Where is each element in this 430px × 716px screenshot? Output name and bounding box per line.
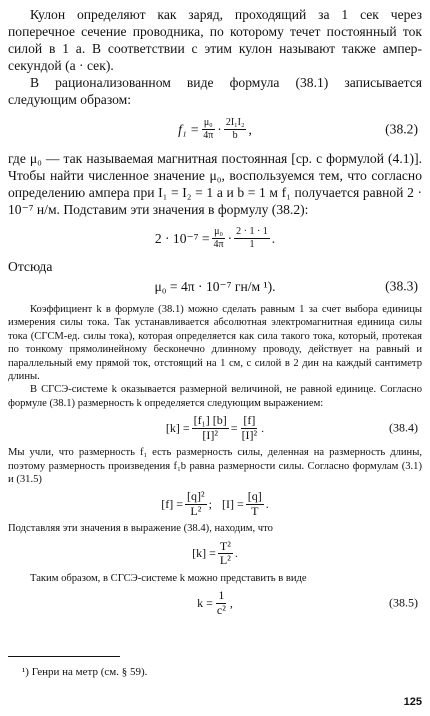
footnote: ¹) Генри на метр (см. § 59). (22, 666, 148, 678)
paragraph-rationalized: В рационализованном виде формула (38.1) записывается следующим образом: (8, 75, 422, 107)
paragraph-coefficient-k: Коэффициент k в формуле (38.1) можно сделать равным 1 за счет выбора единицы измерения силы тока. Так устанавливается абсолютная электромагнитная единица силы тока (СГСМ-ед. силы тока), которая определяется как сила такого тока, который, протекая по тонкому прямолинейному бесконечно длинному проводу, действует на равный и параллельный ему прямой ток, отстоящий на 1 см, с силой в 2 дин на каждый сантиметр длины. (8, 304, 422, 383)
fraction-2i1i2-b: $\frac{\text{2I₁I₂}}{b}$ (225, 117, 245, 141)
equation-k-dimension: [k] = $\frac{\text{T²}}{\text{L²}}$ . (192, 538, 238, 568)
equation-38-5: k = $\frac{1}{\text{c²}}$ , (38.5) (197, 587, 418, 617)
equation-number: (38.2) (385, 121, 418, 137)
equation-substitution: 2 · 10⁻⁷ = $\frac{\text{μ₀}}{4\pi}$ · $\frac{2 \cdot 1 \cdot 1}{1}$ . (154, 226, 276, 250)
page-number: 125 (403, 696, 422, 708)
equation-38-4: [k] = $\frac{\text{[f₁] [b]}}{\text{[I]²}}$ = $\frac{[f]}{\text{[I]²}}$ . (38.4) (165, 412, 418, 442)
paragraph-substituting: Подставляя эти значения в выражение (38.4), находим, что (8, 523, 273, 535)
paragraph-hence: Отсюда (8, 259, 53, 274)
equation-number: (38.5) (389, 595, 418, 610)
equation-dimensions: [f] = $\frac{\text{[q]²}}{\text{L²}}$ ; [I] = $\frac{[q]}{T}$ . (161, 489, 269, 518)
paragraph-thus: Таким образом, в СГСЭ-системе k можно представить в виде (30, 572, 307, 584)
paragraph-dimension-note: Мы учли, что размерность f₁ есть размерность силы, деленная на размерность длины, поэтому размерность произведения f₁b равна размерности силы. Согласно формулам (3.1) и (31.5) (8, 447, 422, 486)
equation-38-3: μ₀ = 4π · 10⁻⁷ гн/м ¹). (38.3) (154, 278, 418, 294)
footnote-rule (8, 656, 120, 657)
paragraph-cgse: В СГСЭ-системе k оказывается размерной величиной, не равной единице. Согласно формуле (38.1) размерность k определяется следующим выражением: (8, 384, 422, 409)
equation-number: (38.3) (385, 278, 418, 294)
paragraph-magnetic-constant: где μ₀ — так называемая магнитная постоянная [ср. с формулой (4.1)]. Чтобы найти численное значение μ₀, воспользуемся тем, что согласно определению ампера при I₁ = I₂ = 1 а и b = 1 м f₁ получается равной 2 · 10⁻⁷ н/м. Подставим эти значения в формулу (38.2): (8, 151, 422, 217)
paragraph-coulomb: Кулон определяют как заряд, проходящий за 1 сек через поперечное сечение проводника, по которому течет постоянный ток силой в 1 а. В соответствии с этим кулон называют также ампер-секундой (а · сек). (8, 7, 422, 73)
equation-38-2: f₁ = $\frac{\text{μ₀}}{4\pi}$ · $\frac{\text{2I₁I₂}}{b}$ , (38.2) (178, 117, 418, 141)
fraction-mu0-4pi: $\frac{\text{μ₀}}{4\pi}$ (203, 117, 214, 141)
equation-number: (38.4) (389, 420, 418, 435)
